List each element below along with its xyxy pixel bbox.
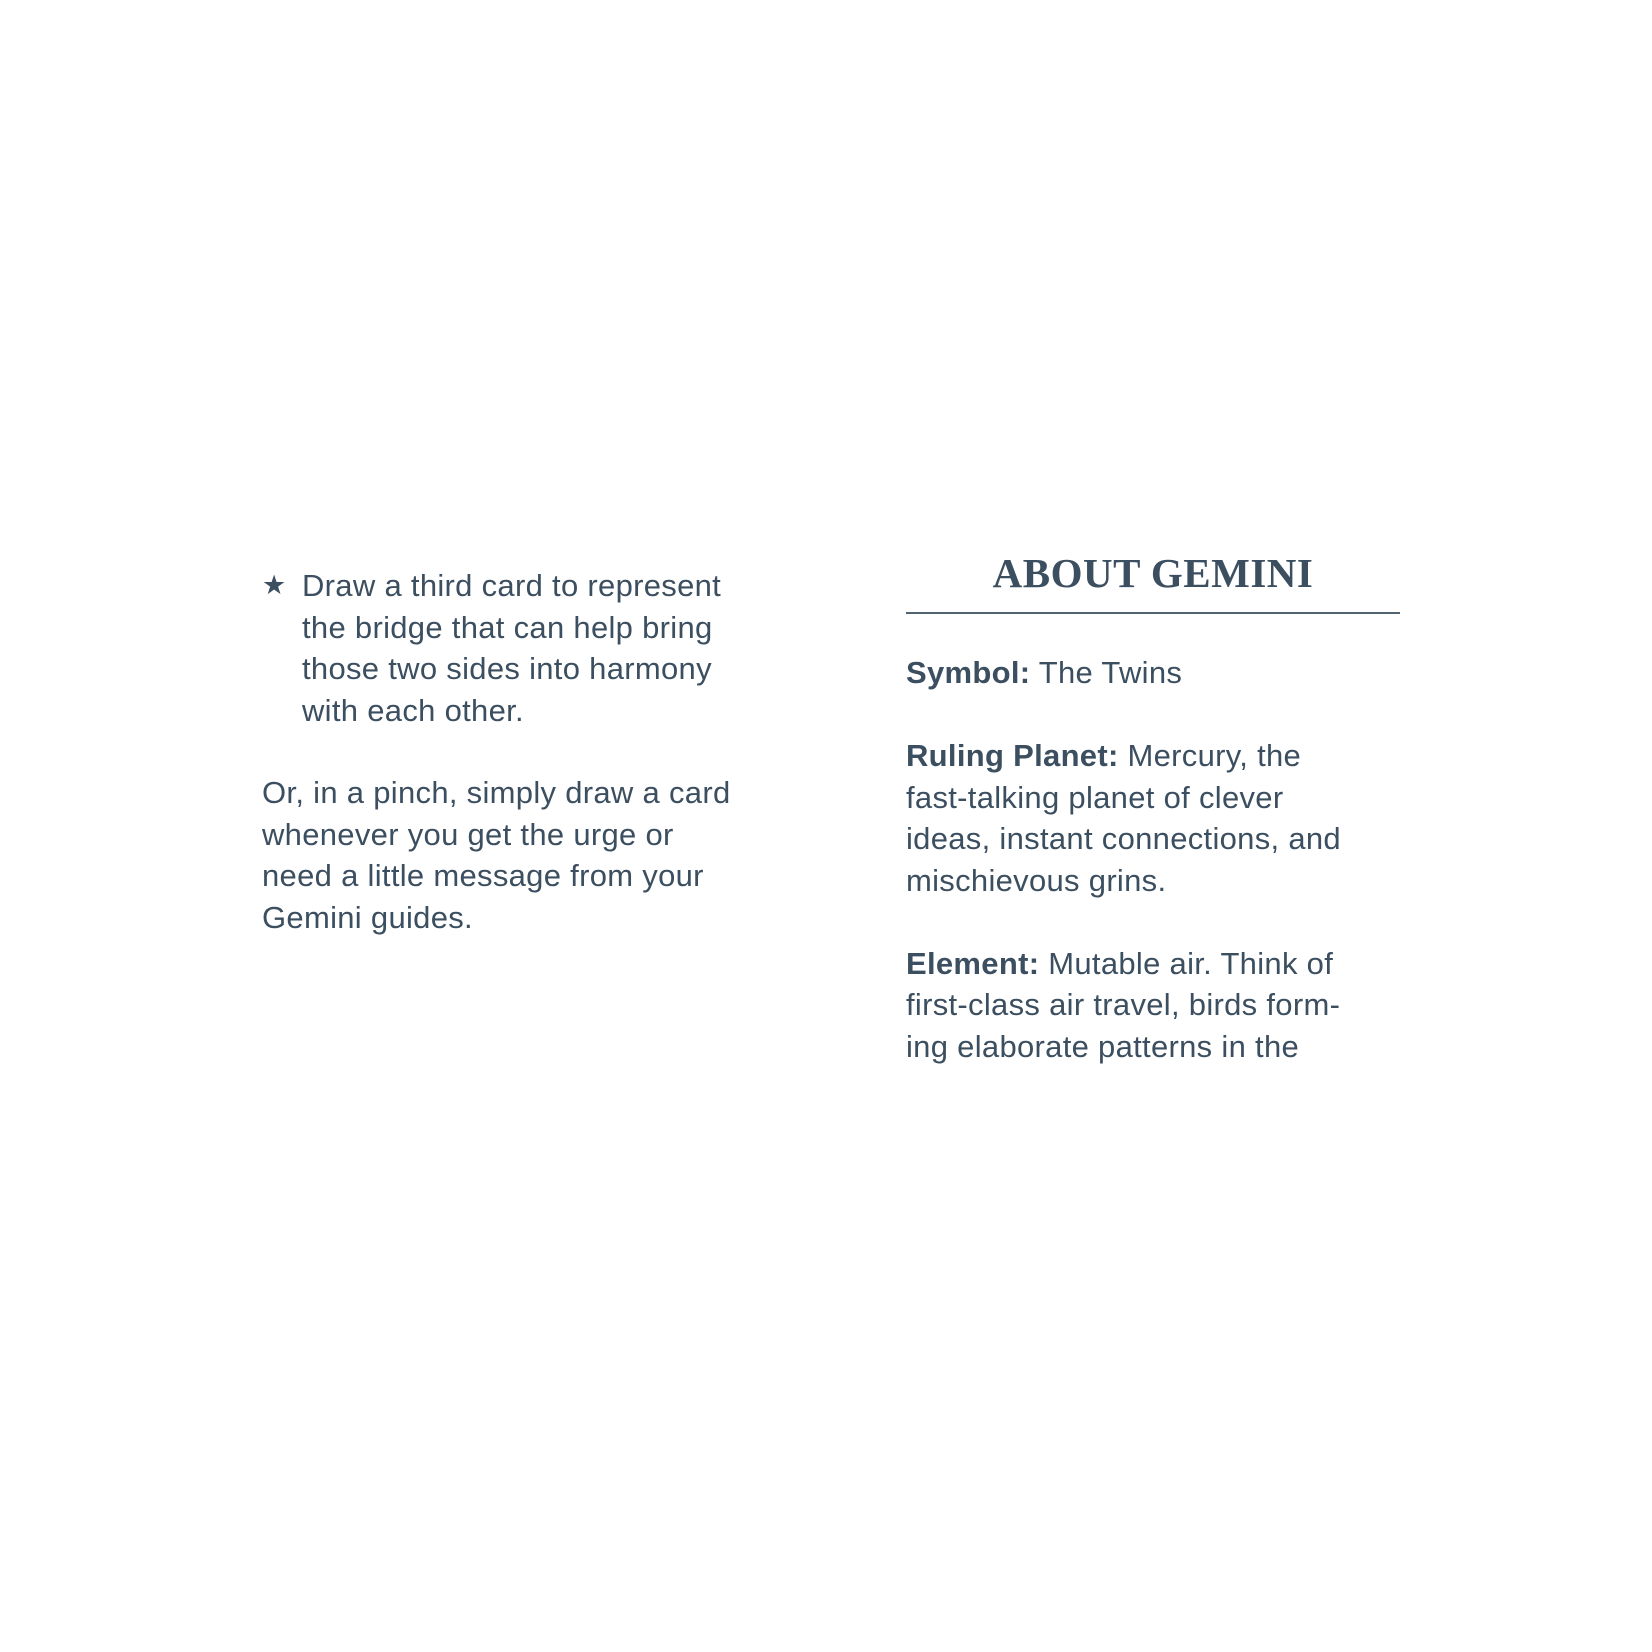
entry-line [906,943,1400,985]
heading-rule [906,612,1400,614]
bullet-item [262,565,762,731]
paragraph-line: need a little message from your [262,858,704,893]
entry-label: Symbol: [906,655,1031,690]
entry-line: mischievous grins. [906,862,1167,898]
entry-line: first-class air travel, birds form- [906,987,1341,1022]
entry-label: Element: [906,945,1040,981]
bullet-text [302,565,762,731]
paragraph-line: Or, in a pinch, simply draw a card [262,775,731,810]
entry-value: Mercury, the [1118,738,1302,773]
entry-value: Mutable air. Think of [1039,945,1334,981]
section-heading: ABOUT GEMINI [992,550,1314,596]
closing-paragraph [262,772,762,938]
entry-line: ing elaborate patterns in the [906,1028,1300,1064]
paragraph-line: Gemini guides. [262,899,473,935]
entry-value: The Twins [1030,655,1183,690]
entry-line [906,652,1400,694]
gemini-facts [906,652,1400,1067]
entry-line: fast-talking planet of clever [906,779,1284,815]
right-page [906,548,1400,1109]
ruling-planet-entry [906,735,1400,901]
entry-line: ideas, instant connections, and [906,821,1341,856]
element-entry [906,943,1400,1068]
bullet-line: those two sides into harmony [302,651,712,686]
left-page [262,565,762,938]
star-icon: ★ [262,570,287,600]
symbol-entry [906,652,1400,694]
bullet-line: with each other. [302,692,524,728]
bullet-line: Draw a third card to represent [302,568,722,603]
bullet-line: the bridge that can help bring [302,609,713,645]
paragraph-line: whenever you get the urge or [262,816,674,852]
entry-label: Ruling Planet: [906,738,1119,773]
entry-line [906,735,1400,777]
